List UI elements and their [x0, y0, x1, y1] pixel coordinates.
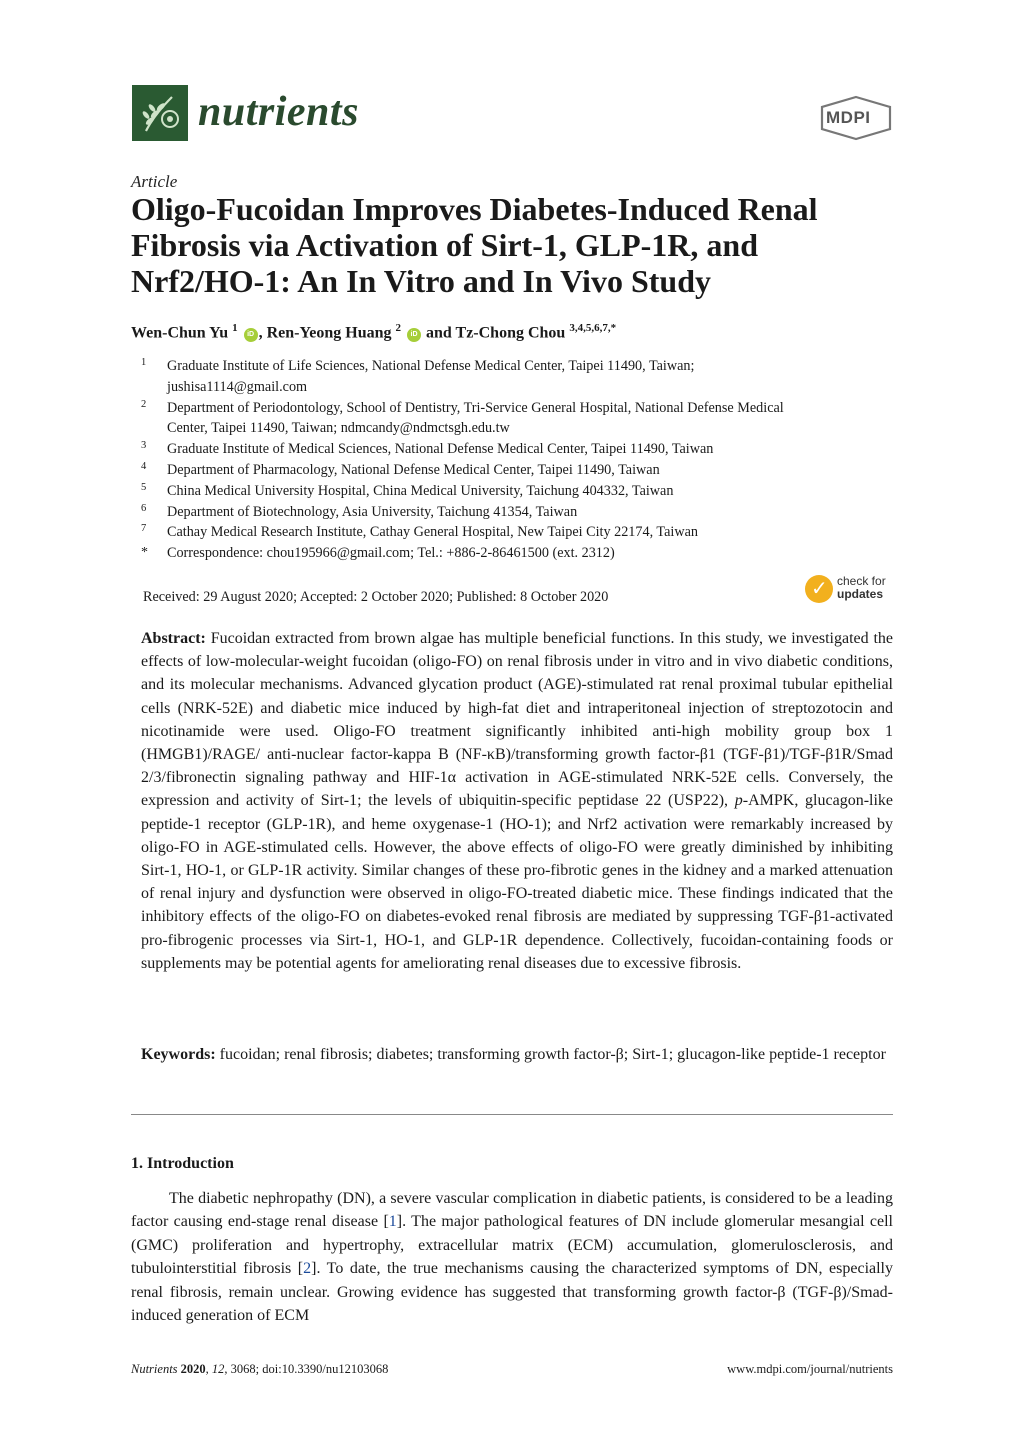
affiliation-number: 6 [141, 502, 147, 514]
affiliation-number: 5 [141, 481, 147, 493]
check-for-updates-button[interactable] [805, 574, 895, 606]
title-line: Oligo-Fucoidan Improves Diabetes-Induced Renal [131, 191, 818, 227]
paper-title [131, 191, 891, 299]
affiliation-email[interactable]: jushisa1114@gmail.com [167, 378, 308, 395]
affiliation-number: 1 [141, 357, 147, 368]
author-affiliation-mark: 2 [395, 322, 401, 334]
introduction-paragraph [131, 1187, 893, 1327]
abstract-text: Fucoidan extracted from brown algae has multiple beneficial functions. In this study, we investigated the effects of low-molecular-weight fucoidan (oligo-FO) on renal fibrosis under in vitro and in vivo diabetic conditions, and its molecular mechanisms. Advanced glycation product (AGE)-stimulated rat renal proximal tubular epithelial cells (NRK-52E) and diabetic mice induced by high-fat diet and intraperitoneal injection of streptozotocin and nicotinamide were used. Oligo-FO treatment significantly inhibited anti-high mobility group box 1 (HMGB1)/RAGE/ anti-nuclear factor-kappa B (NF-κB)/transforming growth factor-β1 (TGF-β1)/TGF-β1R/Smad 2/3/fibronectin signaling pathway and HIF-1α activation in AGE-stimulated NRK-52E cells. Conversely, the expression and activity of Sirt-1; the levels of ubiquitin-specific peptidase 22 (USP22), [141, 630, 893, 810]
affiliation-number: 2 [141, 398, 147, 410]
orcid-icon[interactable]: iD [407, 328, 421, 342]
publisher-logo [820, 95, 892, 141]
correspondence-mark: * [141, 545, 148, 561]
section-heading: 1. Introduction [131, 1155, 234, 1172]
section-divider [131, 1114, 893, 1115]
citation-link[interactable]: 2 [303, 1260, 312, 1278]
footer-year: 2020 [180, 1362, 206, 1376]
keywords-label: Keywords: [141, 1046, 216, 1063]
author-affiliation-mark: 1 [232, 322, 238, 334]
keywords [141, 1043, 893, 1067]
affiliations [131, 356, 901, 564]
affiliation-number: 3 [141, 440, 147, 452]
citation-footer: Nutrients 2020, 12, 3068; doi:10.3390/nu12103068 [131, 1362, 389, 1376]
affiliation-text: Cathay Medical Research Institute, Cathay General Hospital, New Taipei City 22174, Taiwan [167, 524, 698, 541]
affiliation-item [131, 481, 901, 502]
footer-journal: Nutrients [131, 1362, 178, 1376]
affiliation-item [131, 522, 901, 543]
author-name[interactable]: Wen-Chun Yu [131, 324, 229, 342]
publication-dates: Received: 29 August 2020; Accepted: 2 October 2020; Published: 8 October 2020 [143, 589, 609, 605]
affiliation-item [131, 460, 901, 481]
title-line: Fibrosis via Activation of Sirt-1, GLP-1R, and [131, 227, 758, 263]
affiliation-number: 7 [141, 523, 147, 535]
affiliation-text: Department of Periodontology, School of Dentistry, Tri-Service General Hospital, National Defense Medical [167, 399, 784, 416]
citation-link[interactable]: 1 [388, 1213, 397, 1231]
abstract [141, 627, 893, 975]
footer-volume: 12 [211, 1362, 225, 1376]
journal-url[interactable]: www.mdpi.com/journal/nutrients [727, 1362, 893, 1376]
correspondence-text[interactable]: Correspondence: chou195966@gmail.com; Tel.: +886-2-86461500 (ext. 2312) [167, 545, 615, 562]
abstract-text: -AMPK, glucagon-like peptide-1 receptor (GLP-1R), and heme oxygenase-1 (HO-1); and Nrf2 activation were remarkably increased by oligo-FO in AGE-stimulated cells. However, the above effects of oligo-FO were greatly diminished by inhibiting Sirt-1, HO-1, or GLP-1R activity. Similar changes of these pro-fibrotic genes in the kidney and a marked attenuation of renal injury and dysfunction were observed in oligo-FO-treated diabetic mice. These findings indicated that the inhibitory effects of the oligo-FO on diabetes-evoked renal fibrosis are mediated by suppressing TGF-β1-activated pro-fibrogenic processes via Sirt-1, HO-1, and GLP-1R dependence. Collectively, fucoidan-containing foods or supplements may be potential agents for ameliorating renal diseases due to excessive fibrosis. [141, 792, 894, 972]
affiliation-item [131, 502, 901, 523]
author-list: Wen-Chun Yu $^1$ iD , Ren-Yeong Huang $^2$ iD and Tz-Chong Chou $^{3,4,5,6,7,*}$ [131, 322, 617, 342]
intro-text: ]. To date, the true mechanisms causing the characterized symptoms of DN, especially renal fibrosis, remain unclear. Growing evidence has suggested that transforming growth factor-β (TGF-β)/Smad-induced generation of ECM [131, 1260, 894, 1325]
affiliation-item [131, 439, 901, 460]
affiliation-text: Graduate Institute of Life Sciences, National Defense Medical Center, Taipei 11490, Taiwan; [167, 358, 695, 374]
author-name[interactable]: Tz-Chong Chou [455, 324, 566, 342]
article-type: Article [131, 172, 178, 191]
affiliation-text: Graduate Institute of Medical Sciences, National Defense Medical Center, Taipei 11490, Taiwan [167, 441, 714, 458]
affiliation-number: 4 [141, 460, 147, 472]
check-updates-line1: check for [837, 574, 886, 588]
orcid-icon[interactable]: iD [244, 328, 258, 342]
intro-text: The diabetic nephropathy (DN), a severe vascular complication in diabetic patients, is considered to be a leading factor causing end-stage renal disease [ [131, 1190, 893, 1231]
journal-logo [132, 85, 188, 141]
correspondence-item [131, 543, 901, 564]
affiliation-text: Department of Biotechnology, Asia University, Taichung 41354, Taiwan [167, 503, 578, 520]
keywords-text: fucoidan; renal fibrosis; diabetes; transforming growth factor-β; Sirt-1; glucagon-like peptide-1 receptor [215, 1046, 886, 1063]
affiliation-item [131, 356, 901, 398]
abstract-label: Abstract: [141, 630, 206, 647]
check-updates-line2: updates [837, 587, 884, 601]
affiliation-text: Department of Pharmacology, National Defense Medical Center, Taipei 11490, Taiwan [167, 461, 660, 478]
publisher-name: MDPI [826, 108, 871, 127]
author-affiliation-mark: 3,4,5,6,7,* [569, 322, 617, 334]
affiliation-text: Center, Taipei 11490, Taiwan; ndmcandy@ndmctsgh.edu.tw [167, 420, 510, 437]
footer-doi[interactable]: , 3068; doi:10.3390/nu12103068 [224, 1362, 389, 1376]
wheat-icon [132, 85, 188, 141]
intro-text: ]. The major pathological features of DN include glomerular mesangial cell (GMC) proliferation and hypertrophy, extracellular matrix (ECM) accumulation, glomerulosclerosis, and tubulointerstitial fibrosis [ [131, 1213, 893, 1278]
journal-name: nutrients [198, 89, 359, 135]
affiliation-text: China Medical University Hospital, China Medical University, Taichung 404332, Taiwan [167, 482, 674, 499]
title-line: Nrf2/HO-1: An In Vitro and In Vivo Study [131, 263, 711, 299]
author-name[interactable]: Ren-Yeong Huang [266, 324, 392, 342]
abstract-italic: p [734, 792, 743, 810]
checkmark-icon: ✓ [811, 576, 828, 600]
author-connector: and [426, 324, 452, 342]
affiliation-item [131, 398, 901, 440]
